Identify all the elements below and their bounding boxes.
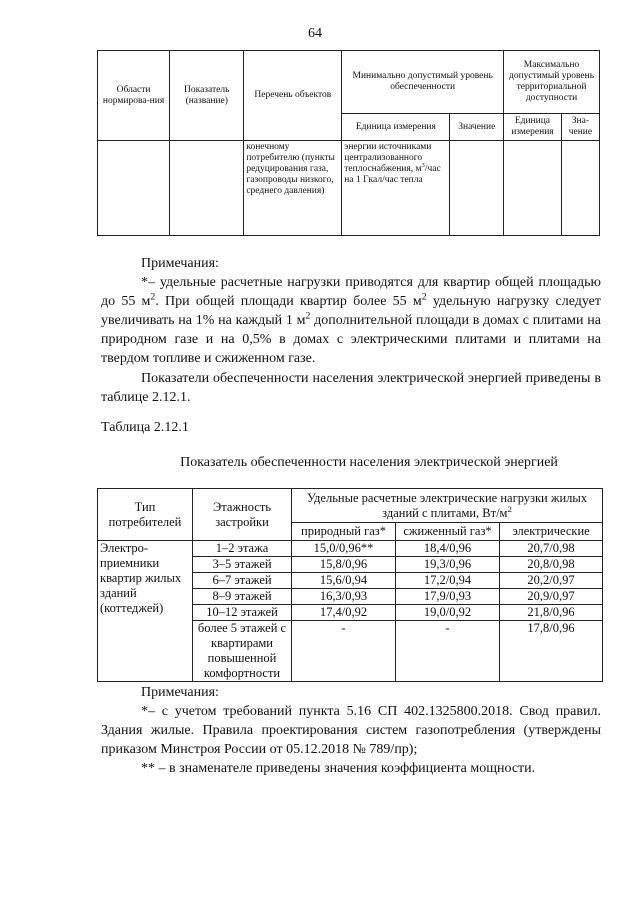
header-natural-gas: природный газ* — [292, 523, 396, 541]
cell-floors: 1–2 этажа — [193, 541, 292, 557]
header-max-level: Максимально допустимый уровень территориальной доступности — [504, 51, 600, 114]
table-row — [98, 541, 603, 557]
cell-natural: - — [292, 621, 396, 682]
note-sup: 2 — [305, 310, 311, 322]
cell-electric: 20,2/0,97 — [500, 573, 603, 589]
note-sup: 2 — [150, 291, 156, 303]
cell-floors: 8–9 этажей — [193, 589, 292, 605]
cell-electric: 20,7/0,98 — [500, 541, 603, 557]
cell-liquefied: - — [396, 621, 500, 682]
cell-electric: 20,9/0,97 — [500, 589, 603, 605]
cell-consumer: Электро-приемники квартир жилых зданий (коттеджей) — [98, 541, 193, 682]
notes-heading: Примечания: — [141, 685, 219, 700]
cell-indicator — [170, 141, 244, 236]
unit-text: энергии источниками централизованного теплоснабжения, м — [344, 142, 432, 174]
cell-floors: 6–7 этажей — [193, 573, 292, 589]
cell-floors: 3–5 этажей — [193, 557, 292, 573]
page-number: 64 — [308, 26, 322, 41]
note-text: дополнительной площади в домах с плитами на природном газе и на 0,5% в домах с электрическими плитами и плитами на твердом топливе и сжиженном газе. — [101, 313, 601, 366]
note-1: *– с учетом требований пункта 5.16 СП 402.1325800.2018. Свод правил. Здания жилые. Правила проектирования систем газопотребления (утверждены приказом Минстроя России от 05.12.2018 № 789/пр); — [101, 704, 601, 757]
note-2: ** – в знаменателе приведены значения коэффициента мощности. — [141, 761, 536, 776]
cell-natural: 16,3/0,93 — [292, 589, 396, 605]
header-indicator: Показатель (название) — [170, 51, 244, 141]
header-consumer: Тип потребителей — [98, 489, 193, 541]
table-title: Показатель обеспеченности населения электрической энергией — [180, 455, 558, 470]
cell-objects: конечному потребителю (пункты редуцирования газа, газопроводы низкого, среднего давления) — [244, 141, 342, 236]
cell-liquefied: 19,3/0,96 — [396, 557, 500, 573]
cell-electric: 20,8/0,98 — [500, 557, 603, 573]
cell-electric: 21,8/0,96 — [500, 605, 603, 621]
header-loads — [292, 489, 603, 523]
cell-natural: 15,8/0,96 — [292, 557, 396, 573]
header-loads-sup: 2 — [507, 503, 512, 514]
header-unit: Единица измерения — [342, 114, 450, 141]
intro-text: Показатели обеспеченности населения электрической энергией приведены в таблице 2.12.1. — [101, 371, 601, 405]
cell-floors: более 5 этажей с квартирами повышенной комфортности — [193, 621, 292, 682]
cell-natural: 15,0/0,96** — [292, 541, 396, 557]
cell-max-value — [561, 141, 599, 236]
note-text: . При общей площади квартир более 55 м — [155, 294, 422, 309]
standards-table — [97, 50, 600, 236]
table-row — [98, 141, 600, 236]
note-text: *– удельные расчетные нагрузки приводятся для квартир общей площадью до 55 м — [101, 275, 601, 309]
header-loads-text: Удельные расчетные электрические нагрузки жилых зданий с плитами, Вт/м — [306, 490, 588, 520]
unit-sup: 3 — [421, 161, 425, 169]
header-min-level: Минимально допустимый уровень обеспеченности — [342, 51, 504, 114]
table-label: Таблица 2.12.1 — [101, 420, 189, 435]
cell-liquefied: 17,2/0,94 — [396, 573, 500, 589]
cell-liquefied: 19,0/0,92 — [396, 605, 500, 621]
notes-block-2 — [101, 683, 601, 778]
cell-liquefied: 17,9/0,93 — [396, 589, 500, 605]
header-value: Значение — [450, 114, 504, 141]
header-electric: электрические — [500, 523, 603, 541]
cell-liquefied: 18,4/0,96 — [396, 541, 500, 557]
cell-electric: 17,8/0,96 — [500, 621, 603, 682]
cell-natural: 17,4/0,92 — [292, 605, 396, 621]
notes-heading: Примечания: — [141, 256, 219, 271]
header-liquefied-gas: сжиженный газ* — [396, 523, 500, 541]
cell-unit — [342, 141, 450, 236]
header-max-unit: Единица измерения — [504, 114, 562, 141]
cell-natural: 15,6/0,94 — [292, 573, 396, 589]
electric-loads-table — [97, 488, 603, 682]
header-max-value: Зна-чение — [561, 114, 599, 141]
cell-value — [450, 141, 504, 236]
notes-block-1 — [101, 254, 601, 368]
unit-text-end: /час на 1 Гкал/час тепла — [344, 164, 441, 185]
note-sup: 2 — [421, 291, 427, 303]
note-paragraph — [101, 273, 601, 368]
note-text: удельную нагрузку следует увеличивать на 1% на каждый 1 м — [101, 294, 601, 328]
cell-max-unit — [504, 141, 562, 236]
cell-area — [98, 141, 170, 236]
header-area: Области нормирова-ния — [98, 51, 170, 141]
header-objects: Перечень объектов — [244, 51, 342, 141]
cell-floors: 10–12 этажей — [193, 605, 292, 621]
intro-paragraph — [101, 369, 601, 407]
header-floors: Этажность застройки — [193, 489, 292, 541]
